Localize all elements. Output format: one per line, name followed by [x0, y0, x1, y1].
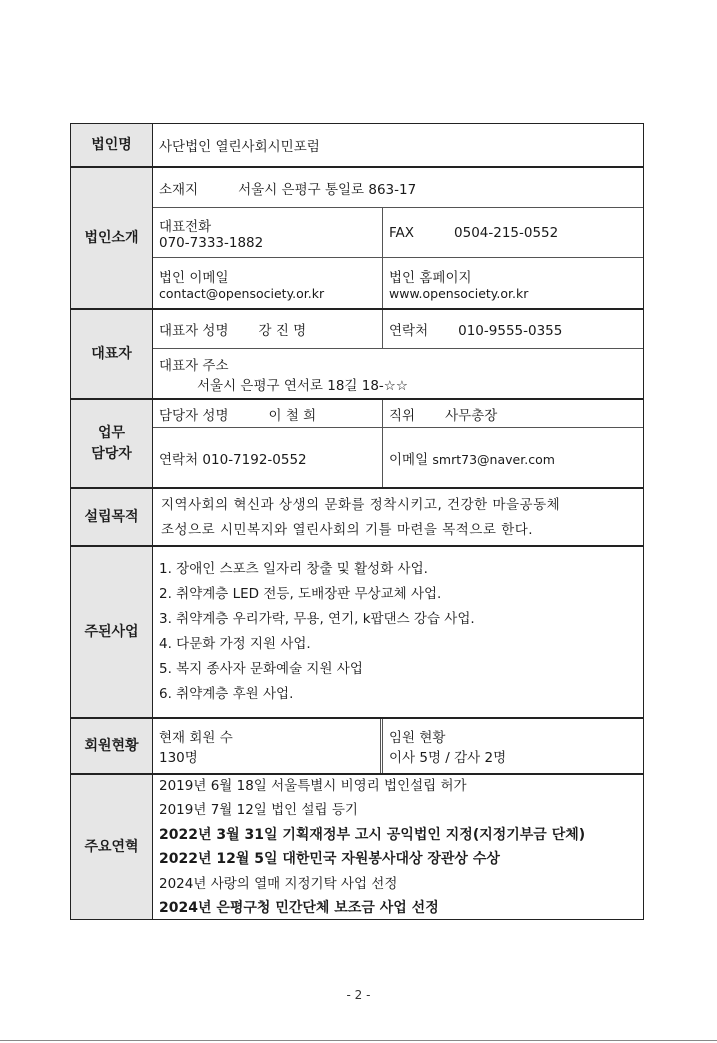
rep-name-value: 강 진 명 [258, 323, 307, 339]
fax-value: 0504-215-0552 [454, 224, 559, 241]
business-item: 2. 취약계층 LED 전등, 도배장판 무상교체 사업. [159, 586, 442, 602]
staff-contact-row [153, 427, 643, 487]
rep-address-label: 대표자 주소 [159, 357, 229, 374]
rep-name-row [153, 310, 643, 348]
history-item: 2022년 3월 31일 기획재정부 고시 공익법인 지정(지정기부금 단체) [159, 826, 586, 843]
row-purpose [71, 487, 643, 545]
rep-address-value: 서울시 은평구 연서로 18길 18-☆☆ [197, 377, 409, 394]
row-members [71, 717, 643, 773]
rep-name-label: 대표자 성명 [159, 323, 229, 339]
staff-email-value: smrt73@naver.com [432, 451, 555, 467]
corporation-info-table [70, 123, 644, 920]
label-history: 주요연혁 [71, 775, 153, 919]
row-history [71, 773, 643, 919]
label-representative: 대표자 [71, 310, 153, 398]
address-label: 소재지 [159, 181, 199, 198]
history-item: 2024년 사랑의 열매 지정기탁 사업 선정 [159, 875, 398, 892]
business-item: 5. 복지 종사자 문화예술 지원 사업 [159, 661, 363, 677]
officers-value: 이사 5명 / 감사 2명 [389, 750, 507, 766]
address-row [153, 168, 643, 207]
row-staff [71, 398, 643, 487]
label-purpose: 설립목적 [71, 489, 153, 545]
fax-label: FAX [389, 224, 415, 241]
email-homepage-row [153, 257, 643, 308]
row-corp-intro [71, 166, 643, 308]
staff-name-row [153, 400, 643, 427]
business-item: 6. 취약계층 후원 사업. [159, 686, 294, 702]
label-corp-intro: 법인소개 [71, 168, 153, 308]
label-members: 회원현황 [71, 719, 153, 773]
history-item: 2019년 6월 18일 서울특별시 비영리 법인설립 허가 [159, 777, 467, 794]
history-item: 2024년 은평구청 민간단체 보조금 사업 선정 [159, 900, 439, 916]
member-count-value: 130명 [159, 750, 198, 766]
rep-address-row [153, 348, 643, 398]
page-number: - 2 - [346, 988, 371, 1002]
email-value: contact@opensociety.or.kr [159, 285, 325, 301]
homepage-value: www.opensociety.or.kr [389, 285, 529, 301]
row-representative [71, 308, 643, 398]
staff-name-value: 이 철 희 [268, 407, 317, 424]
phone-fax-row [153, 207, 643, 257]
label-corp-name: 법인명 [71, 124, 153, 166]
purpose-line-2: 조성으로 시민복지와 열린사회의 기틀 마련을 목적으로 한다. [161, 522, 534, 538]
row-business [71, 545, 643, 717]
staff-contact-label: 연락처 [159, 451, 199, 468]
business-item: 4. 다문화 가정 지원 사업. [159, 636, 311, 652]
phone-value: 070-7333-1882 [159, 234, 264, 251]
phone-label: 대표전화 [159, 218, 212, 235]
row-corp-name [71, 124, 643, 166]
corp-name-value: 사단법인 열린사회시민포럼 [159, 139, 320, 155]
staff-contact-value: 010-7192-0552 [202, 451, 307, 468]
staff-email-label: 이메일 [389, 451, 429, 468]
label-staff: 업무 담당자 [71, 400, 153, 487]
history-item: 2022년 12월 5일 대한민국 자원봉사대상 장관상 수상 [159, 851, 500, 867]
history-item: 2019년 7월 12일 법인 설립 등기 [159, 802, 358, 818]
business-item: 3. 취약계층 우리가락, 무용, 연기, k팝댄스 강습 사업. [159, 611, 475, 627]
homepage-label: 법인 홈페이지 [389, 269, 472, 286]
staff-position-value: 사무총장 [445, 407, 498, 424]
label-business: 주된사업 [71, 547, 153, 717]
rep-contact-value: 010-9555-0355 [458, 323, 563, 339]
staff-position-label: 직위 [389, 407, 416, 424]
email-label: 법인 이메일 [159, 269, 229, 286]
staff-name-label: 담당자 성명 [159, 407, 229, 424]
officers-label: 임원 현황 [389, 730, 446, 746]
address-value: 서울시 은평구 통일로 863-17 [238, 181, 417, 198]
rep-contact-label: 연락처 [389, 323, 429, 339]
business-item: 1. 장애인 스포츠 일자리 창출 및 활성화 사업. [159, 561, 428, 577]
member-count-label: 현재 회원 수 [159, 730, 233, 746]
footer-divider [0, 1040, 717, 1041]
purpose-line-1: 지역사회의 혁신과 상생의 문화를 정착시키고, 건강한 마을공동체 [161, 497, 561, 513]
